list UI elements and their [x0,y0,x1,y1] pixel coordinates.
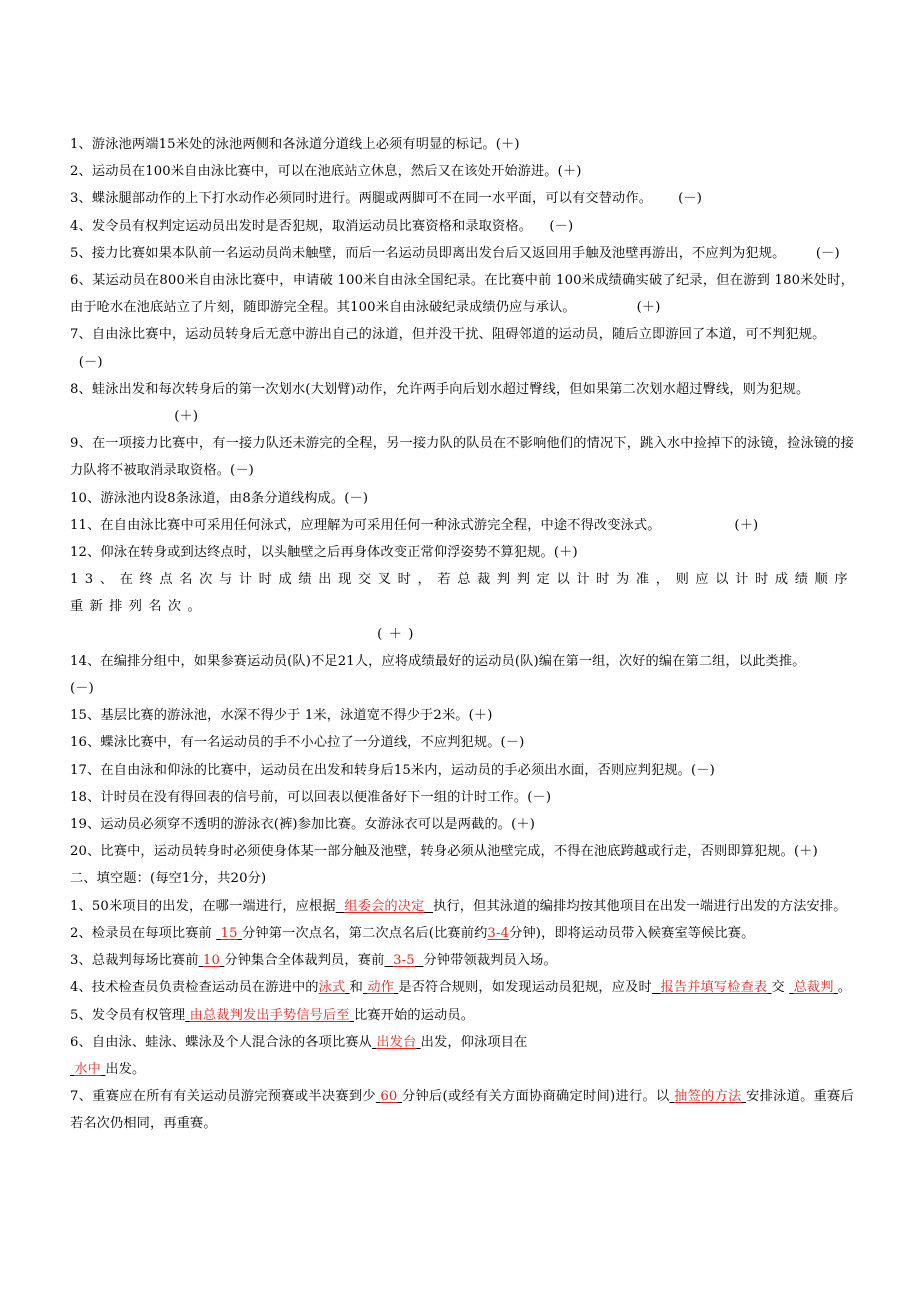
tf-item-text: 15、基层比赛的游泳池，水深不得少于 1米，泳道宽不得少于2米。(＋) [70,708,493,724]
blank [384,953,393,968]
fill-text: 安排泳道。重赛后若名次仍相同，再重赛。 [70,1089,855,1132]
tf-item-6 [70,267,854,321]
fill-item-3 [70,947,854,974]
tf-item-15 [70,702,854,729]
tf-item-text: 2、运动员在100米自由泳比赛中，可以在池底站立休息，然后又在该处开始游进。(＋) [70,164,582,180]
fill-text: 执行，但其泳道的编排均按其他项目在出发一端进行出发的方法安排。 [433,898,847,914]
fill-answer: 组委会的决定 [344,898,425,914]
fill-text: 3、总裁判每场比赛前 [70,953,199,969]
tf-item-text: 6、某运动员在800米自由泳比赛中，申请破 100米自由泳全国纪录。在比赛中前 100米成绩确实破了纪录，但在游到 180米处时，由于呛水在池底站立了片刻，随即游完全程。其100米自由泳破纪录成绩仍应与承认。 [70,273,854,316]
fill-answer: 动作 [367,980,395,996]
tf-item-text: 17、在自由泳和仰泳的比赛中，运动员在出发和转身后15米内，运动员的手必须出水面，否则应判犯规。(－) [70,762,715,778]
fill-text: 比赛开始的运动员。 [354,1007,475,1023]
fill-answer: 3-4 [487,925,510,941]
tf-item-text: 1、游泳池两端15米处的泳池两侧和各泳道分道线上必须有明显的标记。(＋) [70,137,520,152]
fill-answer: 水中 [74,1061,102,1077]
tf-item-text: 14、在编排分组中，如果参赛运动员(队)不足21人，应将成绩最好的运动员(队)编在第一组，次好的编在第二组，以此类推。 [70,653,806,669]
tf-item-text: 18、计时员在没有得回表的信号前，可以回表以便准备好下一组的计时工作。(－) [70,789,552,805]
fill-answer: 总裁判 [793,980,834,996]
fill-text: 分钟带领裁判员入场。 [423,953,557,969]
tf-item-text: 20、比赛中，运动员转身时必须使身体某一部分触及池壁，转身必须从池壁完成，不得在池底跨越或行走，否则即算犯规。(＋) [70,844,818,860]
tf-item-20 [70,838,854,865]
tf-item-13 [70,566,854,648]
fill-item-2 [70,920,854,947]
tf-item-text: 19、运动员必须穿不透明的游泳衣(裤)参加比赛。女游泳衣可以是两截的。(＋) [70,817,536,833]
fill-text: 出发，仰泳项目在 [420,1034,528,1050]
fill-text: 和 [349,980,363,996]
tf-item-mark: (－) [549,218,574,234]
tf-item-mark: (－) [70,681,94,697]
fill-text: 分钟后(或经有关方面协商确定时间)进行。以 [401,1089,670,1105]
fill-answer: 报告并填写检查表 [660,980,768,996]
tf-item-17 [70,757,854,784]
tf-item-text: 5、接力比赛如果本队前一名运动员尚未触壁，而后一名运动员即离出发台后又返回用手触及池壁再游出，不应判为犯规。 [70,245,786,261]
tf-item-2 [70,158,854,185]
tf-item-mark: (－) [815,245,840,261]
tf-item-10 [70,485,854,512]
fill-text: 7、重赛应在所有有关运动员游完预赛或半决赛到少 [70,1089,376,1105]
fill-answer: 3-5 [393,953,415,969]
tf-item-11 [70,512,854,539]
fill-answer: 由总裁判发出手势信号后至 [189,1007,350,1023]
tf-item-text: 13、在终点名次与计时成绩出现交叉时，若总裁判判定以计时为准，则应以计时成绩顺序重新排列名次。 [70,572,854,615]
tf-item-9 [70,430,854,484]
fill-text: 是否符合规则，如发现运动员犯规，应及时 [398,980,652,996]
section-heading-fill-in: 二、填空题：(每空1分，共20分) [70,871,267,887]
blank [424,899,433,914]
fill-text: 5、发令员有权管理 [70,1007,186,1023]
tf-item-4 [70,213,854,240]
tf-item-mark: (＋) [636,300,661,316]
fill-text: 分钟第一次点名，第二次点名后(比赛前约 [242,925,488,941]
tf-item-mark: (＋) [377,626,420,642]
tf-item-3 [70,185,854,212]
fill-answer: 出发台 [376,1034,417,1050]
fill-text: 分钟集合全体裁判员，赛前 [224,953,385,969]
fill-item-4 [70,974,854,1001]
fill-answer: 15 [220,925,238,941]
tf-item-mark: (＋) [174,409,199,425]
fill-text: 4、技术检查员负责检查运动员在游进中的 [70,980,319,996]
fill-answer: 泳式 [318,980,346,996]
tf-item-14 [70,648,854,702]
tf-item-5 [70,240,854,267]
tf-item-18 [70,784,854,811]
tf-item-19 [70,811,854,838]
tf-item-8 [70,376,854,430]
tf-item-12 [70,539,854,566]
fill-text: 交 [771,980,785,996]
fill-text: 2、检录员在每项比赛前 [70,925,212,941]
fill-text: 分钟)，即将运动员带入候赛室等候比赛。 [509,925,755,941]
fill-answer: 10 [202,953,221,969]
tf-item-text: 16、蝶泳比赛中，有一名运动员的手不小心拉了一分道线，不应判犯规。(－) [70,735,525,751]
tf-item-text: 7、自由泳比赛中，运动员转身后无意中游出自己的泳道，但并没干扰、阻碍邻道的运动员，随后立即游回了本道，可不判犯规。 [70,327,826,343]
tf-item-mark: (－) [78,354,103,370]
fill-item-5 [70,1002,854,1029]
tf-item-1 [70,131,854,158]
fill-text: 6、自由泳、蛙泳、蝶泳及个人混合泳的各项比赛从 [70,1034,372,1050]
tf-item-text: 10、游泳池内设8条泳道，由8条分道线构成。(－) [70,490,369,506]
fill-item-7 [70,1083,854,1137]
tf-item-16 [70,729,854,756]
fill-item-6 [70,1029,854,1083]
tf-item-text: 3、蝶泳腿部动作的上下打水动作必须同时进行。两腿或两脚可不在同一水平面，可以有交替动作。 [70,191,653,207]
tf-item-7 [70,321,854,375]
fill-answer: 抽签的方法 [674,1089,742,1105]
fill-text: 。 [837,980,852,996]
fill-answer: 60 [380,1089,398,1105]
tf-item-text: 4、发令员有权判定运动员出发时是否犯规，取消运动员比赛资格和录取资格。 [70,218,533,234]
tf-item-text: 11、在自由泳比赛中可采用任何泳式，应理解为可采用任何一种泳式游完全程，中途不得改变泳式。 [70,517,661,533]
fill-item-1 [70,893,854,920]
tf-item-text: 8、蛙泳出发和每次转身后的第一次划水(大划臂)动作，允许两手向后划水超过臀线，但如果第二次划水超过臀线，则为犯规。 [70,381,810,397]
tf-item-mark: (－) [678,191,703,207]
tf-item-mark: (＋) [734,517,759,533]
tf-item-text: 9、在一项接力比赛中，有一接力队还未游完的全程，另一接力队的队员在不影响他们的情况下，跳入水中捡掉下的泳镜，捡泳镜的接力队将不被取消录取资格。(－) [70,436,854,479]
fill-text: 出发。 [105,1061,146,1077]
tf-item-text: 12、仰泳在转身或到达终点时，以头触壁之后再身体改变正常仰浮姿势不算犯规。(＋) [70,545,578,561]
fill-text: 1、50米项目的出发，在哪一端进行，应根据 [70,898,336,914]
